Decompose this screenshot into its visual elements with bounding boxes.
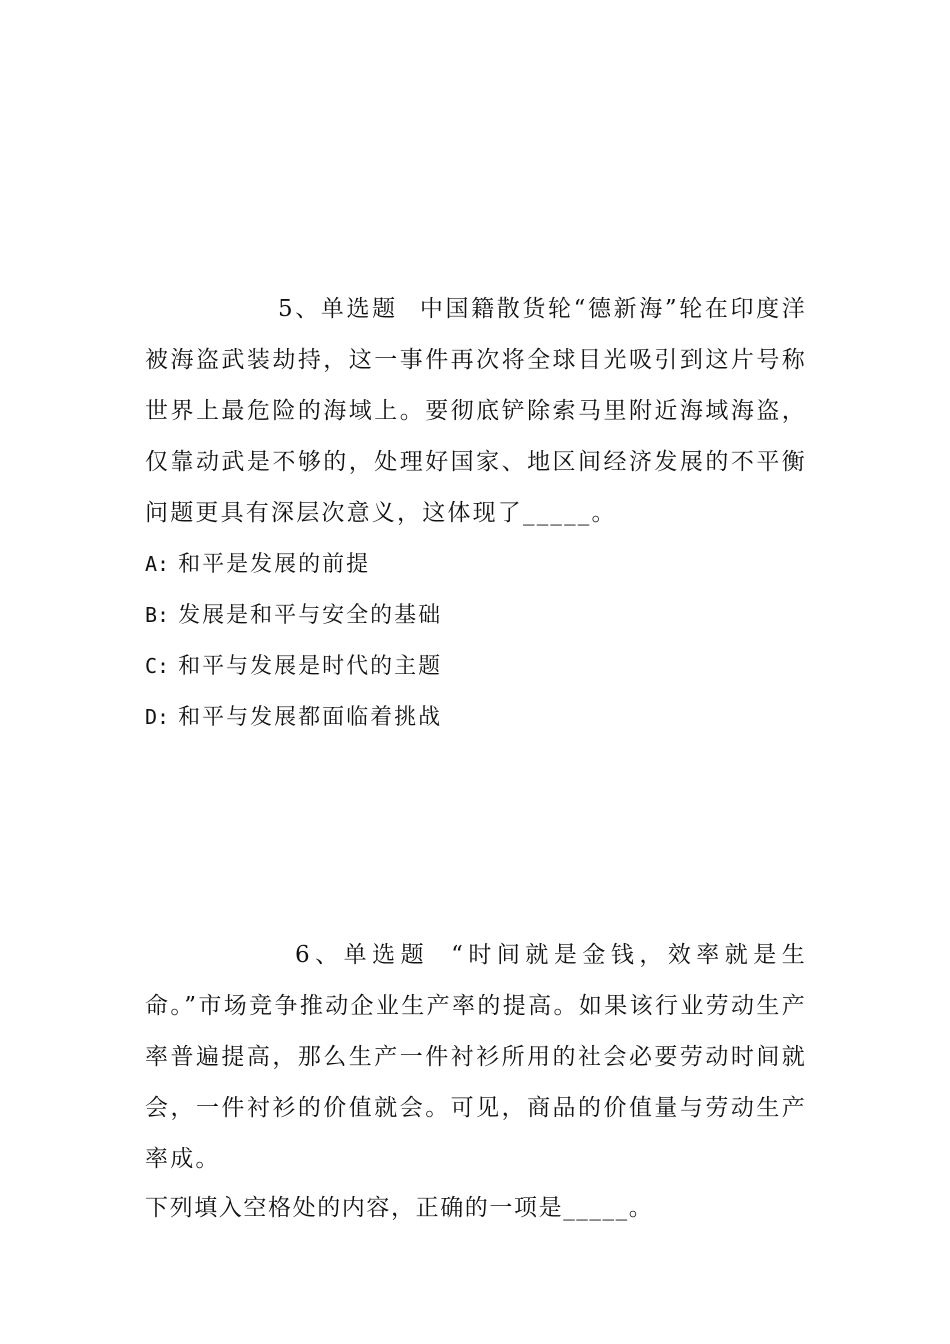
- question-number: 6、: [295, 942, 344, 968]
- option-list: [145, 539, 807, 743]
- question-5: [145, 284, 807, 743]
- question-number: 5、: [278, 296, 321, 322]
- option-text: 发展是和平与安全的基础: [178, 603, 443, 628]
- question-text: “时间就是金钱，效率就是生命。”市场竞争推动企业生产率的提高。如果该行业劳动生产率普遍提高，那么生产一件衬衫所用的社会必要劳动时间就会，一件衬衫的价值就会。可见，商品的价值量与劳动生产率成。: [145, 942, 807, 1172]
- question-type: 单选题: [320, 296, 398, 322]
- option-c: [145, 641, 807, 692]
- option-text: 和平与发展是时代的主题: [178, 654, 443, 679]
- question-stem: [145, 284, 807, 539]
- option-text: 和平与发展都面临着挑战: [178, 705, 443, 730]
- question-stem: [145, 930, 807, 1185]
- question-6: [145, 930, 807, 1231]
- option-a: [145, 539, 807, 590]
- option-key: D:: [145, 705, 170, 729]
- option-key: C:: [145, 654, 170, 678]
- question-type: 单选题: [343, 942, 430, 968]
- question-text: 中国籍散货轮“德新海”轮在印度洋被海盗武装劫持，这一事件再次将全球目光吸引到这片号称世界上最危险的海域上。要彻底铲除索马里附近海域海盗，仅靠动武是不够的，处理好国家、地区间经济发展的不平衡问题更具有深层次意义，这体现了_____。: [145, 296, 807, 526]
- option-b: [145, 590, 807, 641]
- option-text: 和平是发展的前提: [178, 552, 371, 577]
- option-d: [145, 692, 807, 743]
- question-followup: 下列填入空格处的内容，正确的一项是_____。: [145, 1195, 654, 1221]
- option-key: A:: [145, 552, 170, 576]
- option-key: B:: [145, 603, 170, 627]
